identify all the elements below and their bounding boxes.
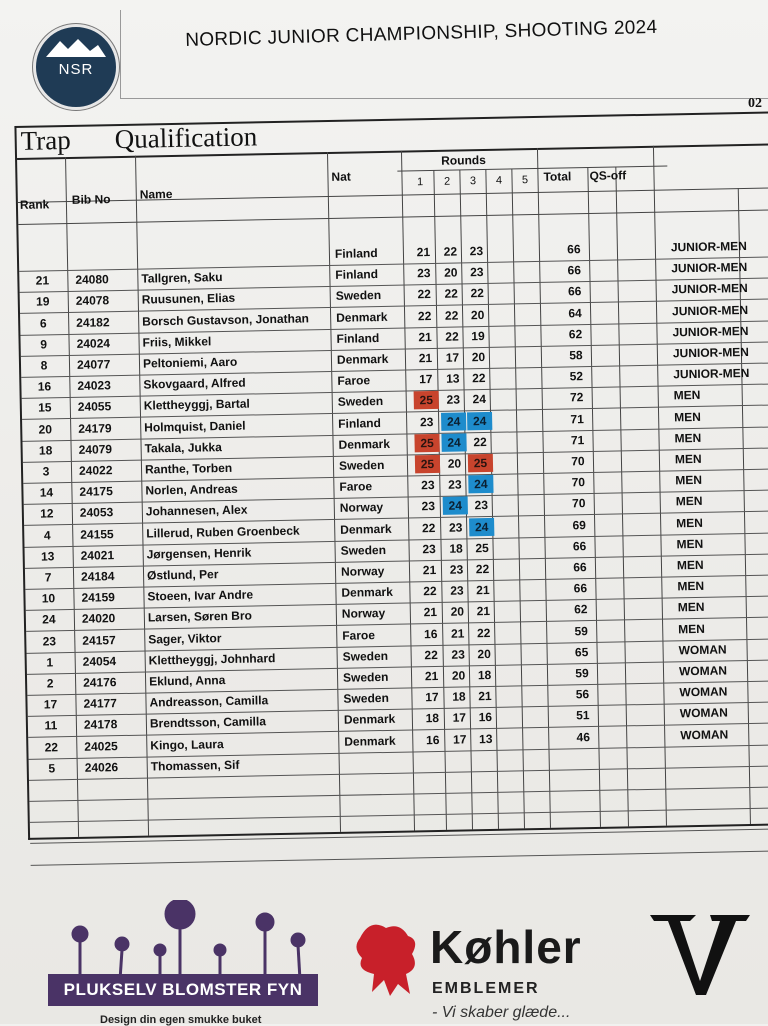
nat-cell: Sweden	[335, 288, 382, 304]
round-2-cell: 20	[444, 265, 458, 280]
round-1-cell: 21	[424, 668, 439, 684]
class-cell: MEN	[673, 409, 701, 424]
total-cell: 62	[573, 602, 588, 617]
name-cell: Holmquist, Daniel	[144, 418, 246, 435]
name-cell: Jørgensen, Henrik	[146, 545, 252, 562]
round-1-cell: 25	[415, 455, 440, 473]
class-cell: WOMAN	[680, 726, 729, 742]
total-cell: 66	[567, 242, 581, 257]
class-cell: JUNIOR-MEN	[671, 260, 748, 276]
round-3-cell: 23	[469, 265, 484, 280]
rank-cell: 17	[43, 697, 58, 712]
class-cell: MEN	[674, 430, 702, 446]
nat-cell: Denmark	[340, 521, 392, 537]
round-1-cell: 21	[418, 351, 433, 366]
round-2-cell: 23	[448, 477, 462, 492]
round-1-cell: 22	[417, 287, 432, 302]
mountain-icon	[46, 37, 106, 59]
bib-cell: 24022	[78, 463, 113, 478]
name-cell: Johannesen, Alex	[145, 502, 248, 519]
round-5-header: 5	[521, 174, 529, 187]
total-cell: 70	[571, 454, 585, 469]
round-3-cell: 25	[475, 540, 489, 556]
nat-cell: Finland	[334, 246, 378, 261]
round-1-cell: 25	[414, 434, 439, 452]
col-total-header: Total	[543, 169, 572, 184]
round-2-cell: 20	[450, 604, 465, 620]
bib-cell: 24175	[79, 484, 113, 500]
rank-cell: 4	[43, 527, 51, 543]
bib-cell: 24025	[84, 738, 118, 754]
rank-cell: 24	[42, 612, 56, 627]
total-cell: 71	[570, 411, 584, 426]
total-cell	[569, 751, 599, 752]
bib-cell: 24023	[77, 378, 111, 394]
rank-cell: 5	[48, 761, 56, 776]
round-1-cell: 22	[424, 647, 438, 663]
bib-cell: 24024	[76, 335, 111, 351]
bib-cell: 24182	[76, 314, 110, 330]
rank-cell: 22	[44, 739, 59, 755]
round-1-cell: 22	[417, 308, 432, 323]
total-cell: 52	[569, 369, 584, 384]
nat-cell: Denmark	[344, 733, 396, 749]
total-cell: 66	[567, 284, 582, 299]
nat-cell: Norway	[340, 563, 385, 579]
nat-cell: Finland	[338, 415, 381, 431]
name-cell: Brendtsson, Camilla	[149, 714, 267, 731]
nat-cell: Finland	[336, 330, 380, 346]
name-cell: Norlen, Andreas	[145, 481, 238, 498]
rank-cell: 11	[44, 718, 58, 733]
class-cell: MEN	[677, 579, 705, 594]
results-table	[14, 111, 768, 839]
rank-cell: 7	[44, 570, 52, 585]
round-3-cell: 18	[477, 667, 492, 683]
class-cell: MEN	[673, 388, 701, 403]
name-cell: Ranthe, Torben	[144, 460, 233, 477]
round-2-cell	[448, 751, 473, 769]
col-rounds-header: Rounds	[441, 152, 486, 168]
class-cell: WOMAN	[679, 684, 728, 700]
round-1-cell: 21	[416, 245, 431, 260]
results-sheet	[14, 89, 768, 844]
flowers-icon	[60, 900, 320, 980]
name-cell: Skovgaard, Alfred	[143, 375, 246, 392]
total-cell: 72	[569, 390, 584, 405]
round-3-cell: 22	[473, 434, 487, 450]
nat-cell: Faroe	[339, 479, 373, 495]
nat-cell: Sweden	[343, 691, 389, 706]
logo-text: NSR	[58, 61, 94, 78]
round-1-cell: 22	[421, 520, 436, 535]
bib-cell: 24179	[78, 420, 112, 436]
rank-cell: 15	[38, 400, 52, 415]
name-cell: Peltoniemi, Aaro	[142, 354, 238, 371]
round-2-cell: 23	[449, 562, 464, 577]
rank-cell: 9	[40, 337, 48, 352]
total-cell: 66	[567, 263, 582, 278]
round-1-cell: 18	[425, 711, 440, 726]
round-2-cell: 17	[452, 710, 467, 726]
plukselv-tagline: Design din egen smukke buket	[100, 1014, 262, 1026]
rank-cell: 1	[46, 655, 54, 670]
class-cell: MEN	[675, 494, 703, 509]
round-3-cell: 21	[476, 583, 490, 598]
total-cell: 51	[576, 708, 590, 723]
rank-cell: 13	[40, 549, 55, 564]
round-1-cell: 23	[421, 478, 435, 493]
round-2-cell: 21	[450, 626, 465, 641]
nat-cell: Faroe	[342, 627, 376, 643]
rank-cell: 12	[40, 506, 54, 521]
rank-cell: 2	[46, 676, 54, 691]
bib-cell: 24176	[82, 675, 117, 690]
class-cell: MEN	[676, 536, 704, 552]
round-3-cell	[474, 751, 499, 769]
round-3-cell: 24	[468, 475, 493, 493]
rank-cell: 18	[38, 443, 53, 458]
class-cell: JUNIOR-MEN	[673, 366, 750, 382]
class-cell: WOMAN	[679, 705, 728, 721]
lion-icon	[350, 918, 422, 998]
discipline-label: Trap	[20, 124, 72, 156]
total-cell: 71	[570, 432, 585, 448]
page-number: 02	[748, 96, 762, 111]
nat-cell: Norway	[341, 606, 386, 622]
round-2-cell: 18	[452, 689, 466, 704]
col-bib-header: Bib No	[71, 192, 111, 207]
total-cell: 56	[575, 687, 590, 702]
nat-cell: Sweden	[337, 394, 384, 410]
class-cell: JUNIOR-MEN	[671, 302, 749, 318]
round-2-cell: 17	[452, 732, 467, 747]
total-cell: 66	[572, 538, 587, 554]
bib-cell: 24020	[81, 611, 116, 627]
name-cell: Takala, Jukka	[144, 439, 222, 456]
nat-cell: Finland	[335, 267, 379, 283]
total-cell: 66	[573, 581, 588, 596]
bib-cell: 24159	[81, 590, 115, 605]
round-1-cell: 17	[419, 372, 433, 387]
nat-cell: Norway	[339, 500, 384, 516]
round-3-cell: 19	[471, 328, 485, 344]
rank-cell: 3	[42, 464, 50, 479]
round-1-cell: 16	[423, 626, 438, 641]
class-cell: WOMAN	[678, 663, 728, 679]
name-cell: Thomassen, Sif	[150, 757, 240, 774]
class-cell: JUNIOR-MEN	[670, 238, 748, 255]
kohler-sub: EMBLEMER	[432, 980, 540, 997]
round-3-cell: 24	[467, 411, 492, 429]
rounds-divider	[397, 165, 667, 171]
round-3-cell: 25	[468, 454, 493, 472]
round-1-cell: 21	[418, 329, 432, 345]
bib-cell: 24055	[77, 399, 112, 415]
bib-cell: 24054	[82, 653, 117, 669]
round-1-cell: 21	[423, 605, 438, 620]
header-divider	[18, 187, 768, 203]
class-cell: MEN	[675, 473, 703, 488]
header-bottom	[18, 209, 768, 225]
nat-cell: Sweden	[342, 669, 389, 685]
name-cell: Klettheyggj, Bartal	[143, 396, 250, 413]
round-3-cell: 20	[470, 307, 485, 322]
round-3-cell: 21	[478, 689, 492, 704]
nat-cell: Denmark	[336, 309, 388, 325]
total-cell: 69	[572, 517, 586, 532]
nat-cell: Sweden	[338, 457, 385, 473]
rank-cell: 21	[35, 273, 50, 288]
round-2-cell: 20	[447, 456, 462, 471]
round-2-cell: 23	[448, 520, 463, 535]
rank-cell: 8	[40, 358, 48, 373]
round-2-cell: 23	[446, 392, 461, 408]
round-2-cell: 22	[445, 329, 459, 344]
round-2-header: 2	[443, 175, 451, 188]
round-1-cell: 23	[421, 499, 436, 514]
class-cell: MEN	[676, 515, 703, 530]
round-1-cell: 21	[422, 562, 437, 578]
total-cell: 58	[569, 348, 583, 363]
round-2-cell: 22	[444, 308, 459, 323]
v-logo-icon	[650, 915, 768, 995]
bib-cell: 24177	[83, 696, 118, 711]
nat-cell: Denmark	[338, 436, 391, 452]
nat-cell: Sweden	[342, 648, 389, 664]
bib-cell: 24184	[80, 569, 115, 584]
name-cell: Kingo, Laura	[150, 736, 224, 753]
total-cell: 70	[571, 496, 586, 511]
round-3-cell: 20	[471, 350, 486, 365]
round-2-cell: 18	[449, 541, 463, 556]
nsr-logo	[33, 24, 119, 110]
round-3-cell: 21	[476, 604, 491, 619]
class-cell: WOMAN	[678, 642, 727, 658]
round-2-cell: 22	[444, 286, 459, 302]
round-1-cell: 23	[422, 541, 436, 557]
name-cell: Eklund, Anna	[148, 673, 226, 689]
name-cell: Larsen, Søren Bro	[147, 608, 253, 625]
total-cell: 46	[576, 729, 591, 744]
round-1-cell: 25	[414, 391, 439, 409]
round-1-cell: 23	[419, 414, 434, 429]
round-3-cell: 22	[475, 561, 490, 577]
round-2-cell: 23	[451, 647, 465, 662]
bib-cell: 24157	[82, 632, 116, 648]
round-4-header: 4	[495, 174, 503, 187]
total-cell: 70	[571, 475, 586, 490]
name-cell: Ruusunen, Elias	[141, 291, 236, 307]
bib-cell: 24079	[78, 441, 113, 457]
sheet-title	[20, 121, 257, 157]
round-1-cell: 17	[425, 690, 439, 705]
col-name-header: Name	[139, 186, 173, 202]
total-cell: 64	[568, 305, 582, 320]
nat-cell: Denmark	[343, 712, 396, 728]
class-cell: MEN	[678, 621, 706, 636]
nat-cell: Denmark	[336, 351, 389, 367]
total-cell: 59	[574, 623, 589, 638]
round-2-cell: 17	[445, 350, 460, 365]
round-3-cell: 16	[478, 710, 493, 725]
rank-cell: 19	[35, 294, 50, 310]
round-3-cell: 22	[470, 286, 485, 301]
total-cell: 65	[574, 644, 589, 660]
round-3-cell: 13	[478, 731, 493, 746]
bib-cell: 24077	[76, 357, 111, 372]
round-3-cell: 24	[469, 517, 494, 535]
name-cell: Friis, Mikkel	[142, 334, 212, 350]
bib-cell: 24155	[80, 526, 114, 542]
class-cell: JUNIOR-MEN	[671, 281, 748, 297]
round-3-header: 3	[469, 175, 477, 188]
col-rank-header: Rank	[19, 197, 50, 212]
bib-cell: 24026	[84, 759, 119, 775]
round-3-cell: 23	[474, 498, 489, 513]
nat-cell: Denmark	[341, 585, 393, 600]
round-2-cell: 24	[441, 433, 466, 451]
total-cell: 66	[573, 560, 587, 575]
bib-cell: 24178	[83, 717, 118, 733]
round-3-cell: 23	[469, 244, 484, 259]
round-3-cell: 20	[477, 646, 491, 661]
name-cell: Tallgren, Saku	[141, 270, 223, 286]
col-nat-header: Nat	[331, 169, 351, 184]
nat-cell: Faroe	[337, 373, 371, 389]
round-2-cell: 20	[451, 668, 466, 683]
class-cell: MEN	[677, 600, 705, 615]
round-3-cell: 22	[472, 371, 486, 386]
stage-label: Qualification	[114, 121, 258, 155]
bib-cell: 24080	[75, 272, 109, 288]
round-1-cell: 22	[423, 584, 437, 599]
round-1-cell	[421, 752, 446, 770]
rank-cell: 14	[39, 485, 54, 500]
results-rows	[19, 235, 768, 776]
kohler-tagline: - Vi skaber glæde...	[432, 1004, 571, 1021]
rank-cell: 16	[37, 379, 52, 394]
name-cell: Sager, Viktor	[148, 630, 222, 647]
kohler-logo: Køhler	[430, 921, 582, 973]
round-2-cell: 24	[441, 412, 466, 430]
nat-cell: Sweden	[340, 542, 387, 558]
class-cell: MEN	[674, 451, 702, 467]
name-cell: Klettheyggj, Johnhard	[148, 650, 276, 668]
rank-cell: 23	[42, 633, 57, 649]
round-2-cell: 24	[443, 497, 468, 515]
round-1-header: 1	[416, 176, 424, 189]
rank-cell: 20	[38, 421, 53, 437]
round-3-cell: 24	[472, 392, 487, 407]
sponsor-bar	[0, 880, 768, 1024]
round-3-cell: 22	[476, 625, 491, 640]
bib-cell: 24078	[75, 293, 110, 309]
round-2-cell: 22	[443, 244, 458, 259]
class-cell: JUNIOR-MEN	[672, 344, 750, 361]
name-cell: Lillerud, Ruben Groenbeck	[146, 523, 300, 541]
class-cell: JUNIOR-MEN	[672, 323, 749, 340]
total-cell: 59	[575, 666, 589, 681]
document-title: NORDIC JUNIOR CHAMPIONSHIP, SHOOTING 2024	[185, 16, 658, 51]
name-cell: Stoeen, Ivar Andre	[147, 587, 254, 604]
name-cell: Borsch Gustavson, Jonathan	[142, 310, 309, 329]
name-cell: Østlund, Per	[146, 567, 219, 583]
name-cell: Andreasson, Camilla	[149, 693, 269, 710]
total-cell: 62	[568, 326, 583, 342]
round-2-cell: 23	[450, 583, 464, 598]
round-2-cell: 13	[446, 371, 460, 386]
round-1-cell: 16	[425, 732, 440, 747]
bib-cell: 24021	[80, 547, 115, 563]
class-cell: MEN	[676, 557, 704, 573]
plukselv-logo: PLUKSELV BLOMSTER FYN	[48, 974, 318, 1006]
rank-cell: 10	[41, 591, 56, 606]
round-1-cell: 23	[417, 266, 431, 281]
col-qsoff-header: QS-off	[589, 168, 627, 183]
rank-cell	[27, 252, 57, 253]
bib-cell: 24053	[79, 505, 114, 521]
rank-cell: 6	[39, 316, 47, 331]
